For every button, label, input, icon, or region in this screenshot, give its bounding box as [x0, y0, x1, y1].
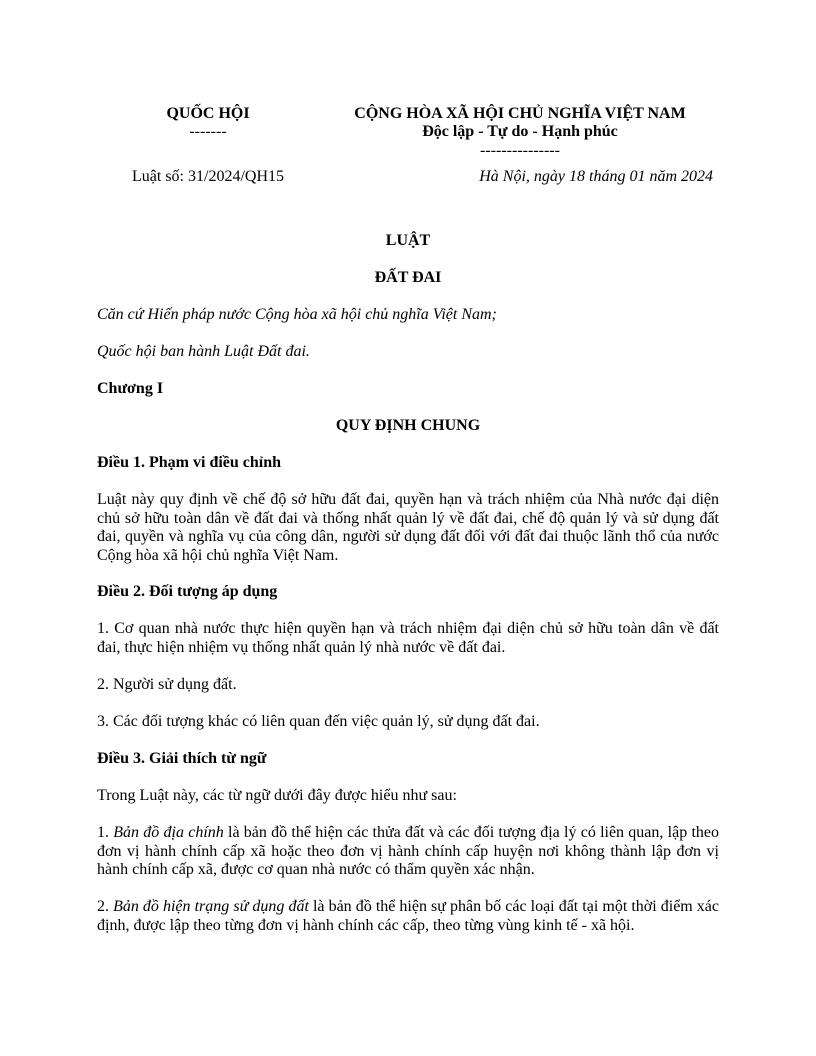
article-1-body: Luật này quy định về chế độ sở hữu đất đai, quyền hạn và trách nhiệm của Nhà nước đại diện chủ sở hữu toàn dân về đất đai và thống nhất quản lý về đất đai, chế độ quản lý và sử dụng đất đai, quyền và nghĩa vụ của công dân, người sử dụng đất đối với đất đai thuộc lãnh thổ của nước Cộng hòa xã hội chủ nghĩa Việt Nam. — [97, 491, 719, 564]
national-motto: Độc lập - Tự do - Hạnh phúc — [422, 123, 618, 140]
article-2-heading: Điều 2. Đối tượng áp dụng — [97, 583, 278, 600]
issuing-body: QUỐC HỘI — [166, 105, 250, 122]
definition-1-number: 1. — [97, 824, 114, 841]
place-date: Hà Nội, ngày 18 tháng 01 năm 2024 — [479, 168, 713, 185]
definition-2-number: 2. — [97, 898, 114, 915]
article-2-item-1: 1. Cơ quan nhà nước thực hiện quyền hạn và trách nhiệm đại diện chủ sở hữu toàn dân về đất đai, thực hiện nhiệm vụ thống nhất quản lý nhà nước về đất đai. — [97, 620, 719, 656]
article-3-intro: Trong Luật này, các từ ngữ dưới đây được hiểu như sau: — [97, 787, 457, 804]
document-type: LUẬT — [385, 232, 431, 249]
law-number: Luật số: 31/2024/QH15 — [132, 168, 284, 185]
definition-1 — [97, 824, 719, 880]
enactment-statement: Quốc hội ban hành Luật Đất đai. — [97, 343, 310, 360]
document-title: ĐẤT ĐAI — [374, 269, 442, 286]
motto-rule: --------------- — [480, 142, 560, 159]
national-title: CỘNG HÒA XÃ HỘI CHỦ NGHĨA VIỆT NAM — [354, 105, 686, 122]
article-2-item-3: 3. Các đối tượng khác có liên quan đến việc quản lý, sử dụng đất đai. — [97, 713, 540, 730]
legal-basis: Căn cứ Hiến pháp nước Cộng hòa xã hội chủ nghĩa Việt Nam; — [97, 306, 497, 323]
article-2-item-2: 2. Người sử dụng đất. — [97, 676, 237, 693]
chapter-label: Chương I — [97, 380, 164, 397]
definition-2 — [97, 898, 719, 935]
article-1-heading: Điều 1. Phạm vi điều chỉnh — [97, 454, 282, 471]
chapter-title: QUY ĐỊNH CHUNG — [335, 417, 481, 434]
definition-1-term: Bản đồ địa chính — [113, 824, 224, 841]
definition-1-text: là bản đồ thể hiện các thửa đất và các đối tượng địa lý có liên quan, lập theo đơn vị hành chính cấp xã hoặc theo đơn vị hành chính cấp huyện nơi không thành lập đơn vị hành chính cấp xã, được cơ quan nhà nước có thẩm quyền xác nhận. — [97, 824, 720, 878]
article-3-heading: Điều 3. Giải thích từ ngữ — [97, 750, 267, 767]
definition-2-term: Bản đồ hiện trạng sử dụng đất — [113, 898, 309, 915]
issuing-body-rule: ------- — [189, 123, 227, 140]
definition-2-text: là bản đồ thể hiện sự phân bố các loại đất tại một thời điểm xác định, được lập theo từng đơn vị hành chính các cấp, theo từng vùng kinh tế - xã hội. — [97, 898, 720, 934]
